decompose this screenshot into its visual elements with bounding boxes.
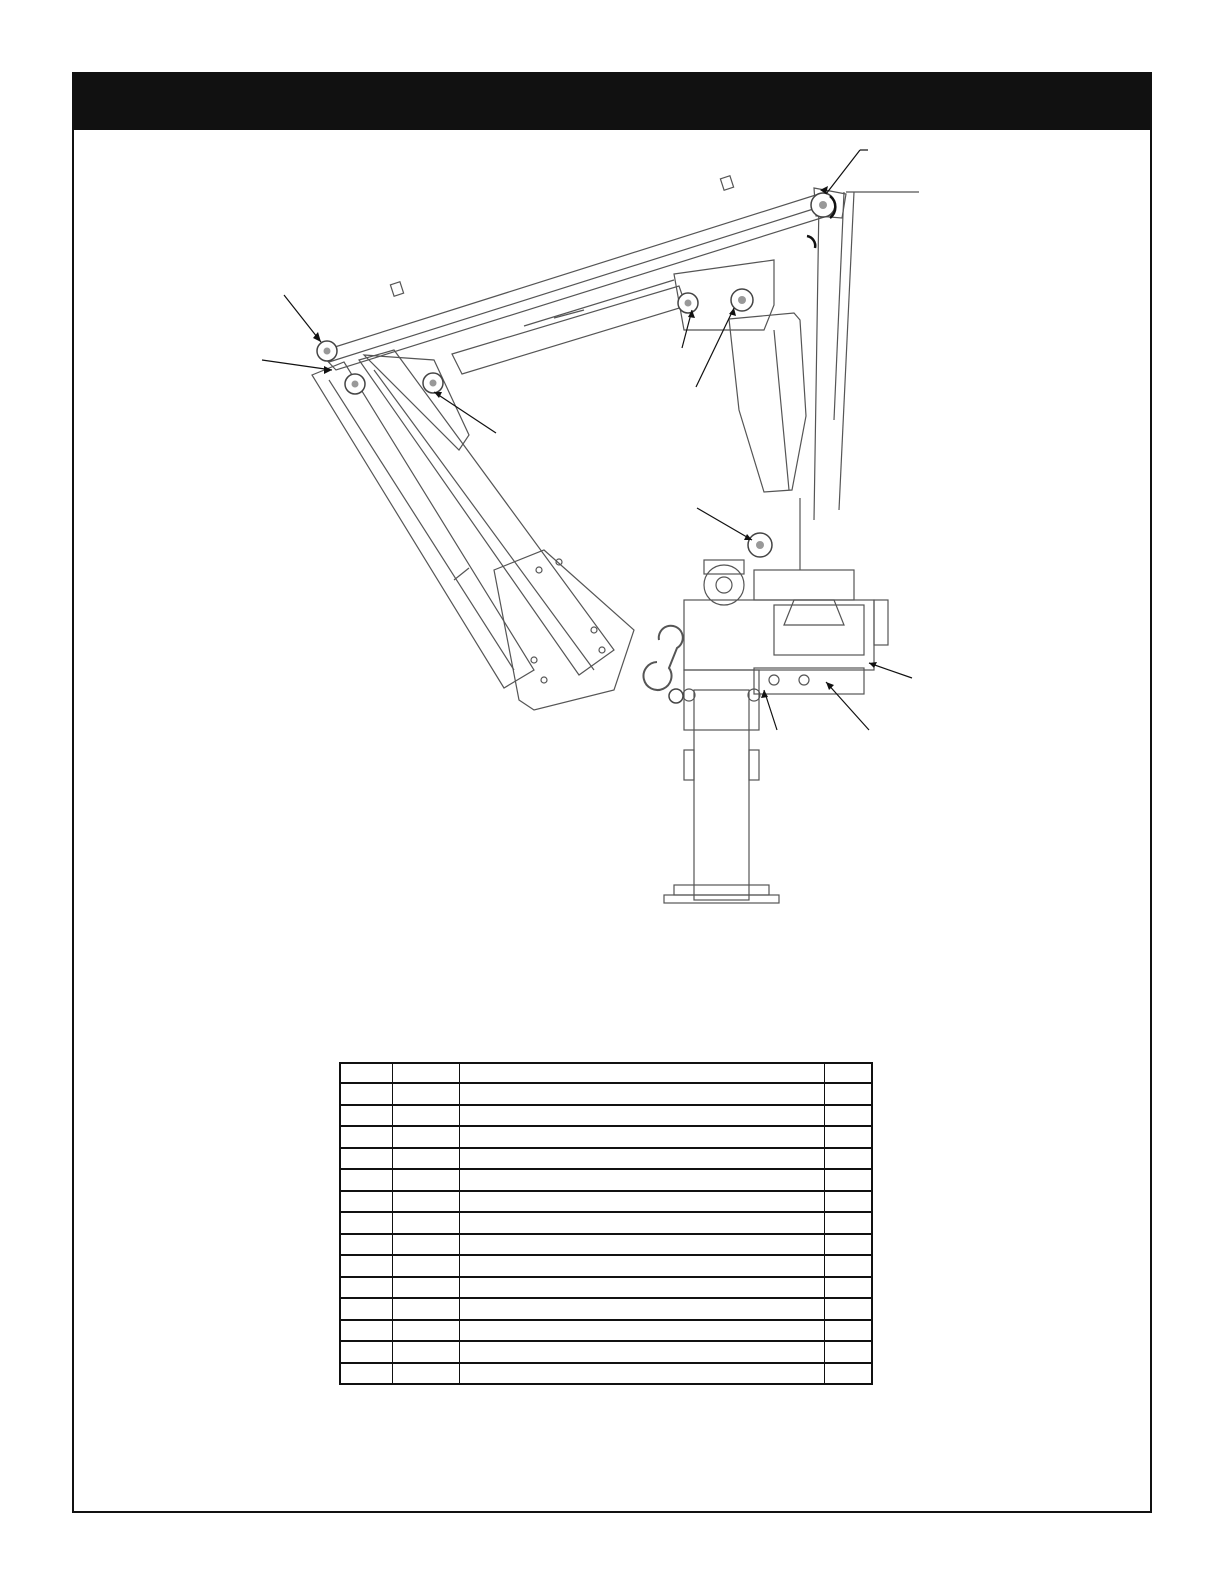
table-cell	[459, 1298, 824, 1320]
pin-8	[669, 689, 683, 703]
table-cell	[340, 1212, 392, 1234]
callout-leader-9	[826, 682, 869, 730]
table-cell	[459, 1148, 824, 1170]
table-cell	[340, 1191, 392, 1213]
table-cell	[824, 1277, 872, 1299]
table-cell	[824, 1191, 872, 1213]
table-cell	[459, 1363, 824, 1385]
table-cell	[392, 1320, 459, 1342]
callout-leaders	[262, 150, 912, 730]
table-cell	[824, 1320, 872, 1342]
table-cell	[459, 1191, 824, 1213]
table-row	[340, 1255, 872, 1277]
callout-leader-10	[869, 663, 912, 678]
turret	[684, 498, 888, 694]
table-cell	[824, 1212, 872, 1234]
table-cell	[824, 1126, 872, 1148]
table-cell	[824, 1341, 872, 1363]
table-cell	[340, 1083, 392, 1105]
column-header	[459, 1063, 824, 1083]
table-cell	[340, 1105, 392, 1127]
page-frame	[72, 72, 1152, 1513]
table-cell	[824, 1255, 872, 1277]
table-cell	[392, 1212, 459, 1234]
rear-mast	[729, 192, 919, 520]
table-cell	[392, 1277, 459, 1299]
hook	[644, 626, 683, 690]
table-cell	[824, 1169, 872, 1191]
table-cell	[459, 1341, 824, 1363]
parts-table	[339, 1062, 873, 1385]
table-cell	[340, 1363, 392, 1385]
link-plate	[364, 355, 469, 450]
column-header	[340, 1063, 392, 1083]
table-row	[340, 1234, 872, 1256]
pedestal	[664, 670, 779, 903]
table-row	[340, 1191, 872, 1213]
table-cell	[459, 1234, 824, 1256]
boom-cylinder	[452, 280, 686, 374]
table-row	[340, 1126, 872, 1148]
table-cell	[392, 1341, 459, 1363]
table-row	[340, 1363, 872, 1385]
column-header	[824, 1063, 872, 1083]
callout-leader-2	[284, 295, 321, 342]
table-cell	[340, 1298, 392, 1320]
table-row	[340, 1212, 872, 1234]
table-cell	[824, 1105, 872, 1127]
table-cell	[340, 1169, 392, 1191]
table-cell	[824, 1298, 872, 1320]
table-cell	[824, 1363, 872, 1385]
table-cell	[392, 1083, 459, 1105]
table-cell	[824, 1234, 872, 1256]
column-header	[392, 1063, 459, 1083]
rotation-motor	[704, 560, 744, 605]
table-cell	[459, 1255, 824, 1277]
table-row	[340, 1083, 872, 1105]
table-row	[340, 1148, 872, 1170]
table-cell	[340, 1320, 392, 1342]
table-cell	[392, 1126, 459, 1148]
crane-assembly-drawing	[74, 130, 1150, 1010]
table-cell	[459, 1212, 824, 1234]
table-cell	[340, 1255, 392, 1277]
table-cell	[459, 1105, 824, 1127]
table-cell	[459, 1126, 824, 1148]
table-cell	[459, 1277, 824, 1299]
table-row	[340, 1341, 872, 1363]
table-row	[340, 1320, 872, 1342]
callout-leader-6	[696, 308, 734, 387]
table-cell	[392, 1363, 459, 1385]
table-cell	[340, 1126, 392, 1148]
table-cell	[392, 1191, 459, 1213]
table-cell	[392, 1298, 459, 1320]
table-cell	[459, 1083, 824, 1105]
header-bar	[74, 74, 1150, 130]
callout-leader-3	[262, 360, 332, 370]
pin-set	[317, 193, 835, 703]
table-cell	[392, 1105, 459, 1127]
table-cell	[459, 1320, 824, 1342]
table-row	[340, 1298, 872, 1320]
callout-arrowheads	[313, 186, 877, 698]
pin-centers	[324, 201, 828, 549]
table-cell	[340, 1148, 392, 1170]
table-row	[340, 1277, 872, 1299]
table-cell	[340, 1341, 392, 1363]
table-cell	[459, 1169, 824, 1191]
table-header-row	[340, 1063, 872, 1083]
callout-leader-1	[826, 150, 860, 194]
table-cell	[392, 1255, 459, 1277]
table-cell	[824, 1148, 872, 1170]
table-cell	[824, 1083, 872, 1105]
table-cell	[392, 1148, 459, 1170]
upper-boom	[319, 176, 846, 370]
table-row	[340, 1169, 872, 1191]
callout-leader-7	[697, 508, 752, 540]
table-cell	[340, 1277, 392, 1299]
table-cell	[392, 1234, 459, 1256]
table-row	[340, 1105, 872, 1127]
table-cell	[340, 1234, 392, 1256]
table-cell	[392, 1169, 459, 1191]
lower-boom	[312, 350, 634, 710]
